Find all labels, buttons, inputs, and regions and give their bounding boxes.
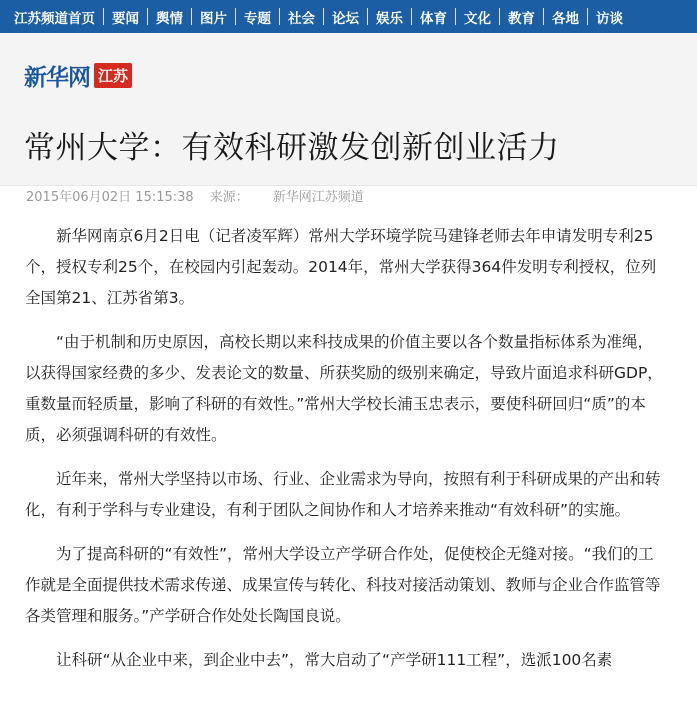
article-meta: [26, 186, 364, 205]
nav-item-entertainment[interactable]: 娱乐: [376, 10, 403, 27]
nav-divider: [543, 8, 544, 25]
article-paragraph: “由于机制和历史原因，高校长期以来科技成果的价值主要以各个数量指标体系为准绳，以获得国家经费的多少、发表论文的数量、所获奖励的级别来确定，导致片面追求科研GDP，重数量而轻质量，影响了科研的有效性。”常州大学校长浦玉忠表示，要使科研回归“质”的本质，必须强调科研的有效性。: [25, 333, 663, 444]
nav-item-culture[interactable]: 文化: [464, 10, 491, 27]
publish-datetime: 2015年06月02日 15:15:38: [26, 190, 194, 205]
article-body: [0, 186, 697, 676]
source-name: 新华网江苏频道: [272, 190, 364, 205]
nav-item-photos[interactable]: 图片: [200, 10, 227, 27]
article-paragraph: 让科研“从企业中来，到企业中去”，常大启动了“产学研111工程”，选派100名素: [56, 651, 613, 669]
nav-divider: [455, 8, 456, 25]
nav-item-topics[interactable]: 专题: [244, 10, 271, 27]
nav-item-news[interactable]: 要闻: [112, 10, 139, 27]
source-label: 来源：: [209, 190, 249, 205]
nav-item-forum[interactable]: 论坛: [332, 10, 359, 27]
site-logo[interactable]: [24, 59, 132, 92]
nav-divider: [279, 8, 280, 25]
nav-item-education[interactable]: 教育: [508, 10, 535, 27]
nav-item-society[interactable]: 社会: [288, 10, 315, 27]
nav-divider: [191, 8, 192, 25]
nav-divider: [147, 8, 148, 25]
nav-divider: [587, 8, 588, 25]
nav-divider: [103, 8, 104, 25]
top-nav: [0, 0, 697, 33]
nav-item-interviews[interactable]: 访谈: [596, 10, 623, 27]
logo-badge: 江苏: [94, 63, 132, 88]
nav-item-sports[interactable]: 体育: [420, 10, 447, 27]
nav-item-opinion[interactable]: 舆情: [156, 10, 183, 27]
nav-divider: [235, 8, 236, 25]
nav-divider: [411, 8, 412, 25]
nav-divider: [367, 8, 368, 25]
page-title: 常州大学：有效科研激发创新创业活力: [24, 130, 560, 166]
article-paragraph: 新华网南京6月2日电（记者凌军辉）常州大学环境学院马建锋老师去年申请发明专利25个，授权专利25个，在校园内引起轰动。2014年，常州大学获得364件发明专利授权，位列全国第21、江苏省第3。: [25, 227, 657, 307]
nav-divider: [499, 8, 500, 25]
article-paragraph: 近年来，常州大学坚持以市场、行业、企业需求为导向，按照有利于科研成果的产出和转化，有利于学科与专业建设，有利于团队之间协作和人才培养来推动“有效科研”的实施。: [25, 470, 661, 519]
article-paragraph: 为了提高科研的“有效性”，常州大学设立产学研合作处，促使校企无缝对接。“我们的工作就是全面提供技术需求传递、成果宣传与转化、科技对接活动策划、教师与企业合作监管等各类管理和服务。”产学研合作处处长陶国良说。: [25, 545, 661, 625]
logo-text: 新华网: [24, 64, 90, 91]
article-header: [0, 33, 697, 205]
nav-item-regions[interactable]: 各地: [552, 10, 579, 27]
nav-divider: [323, 8, 324, 25]
nav-item-home[interactable]: 江苏频道首页: [14, 10, 95, 27]
